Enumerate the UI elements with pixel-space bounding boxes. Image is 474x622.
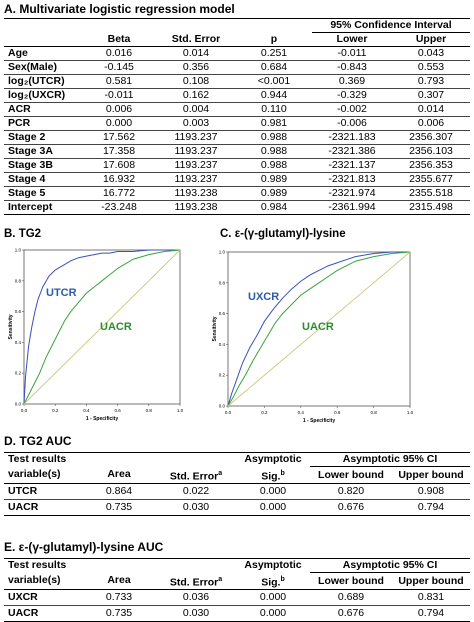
table-cell: 0.108: [156, 75, 236, 89]
table-cell: 1193.238: [156, 187, 236, 201]
row-label: log₂(UXCR): [4, 89, 82, 103]
e-h-stderr-text: Std. Error: [169, 576, 219, 588]
y-tick-label: 0.8: [14, 278, 21, 284]
row-label: Intercept: [4, 201, 82, 215]
section-a-title: A. Multivariate logistic regression model: [4, 2, 235, 16]
d-h-asym-b-text: Sig.: [261, 470, 281, 482]
chart-b: [4, 244, 190, 424]
table-cell: 0.988: [236, 131, 312, 145]
table-cell: 0.988: [236, 145, 312, 159]
x-tick-label: 0.6: [334, 410, 341, 415]
table-cell: 1193.237: [156, 145, 236, 159]
x-tick-label: 0.0: [20, 408, 28, 413]
table-cell: 0.908: [392, 484, 470, 500]
table-cell: 0.794: [392, 606, 470, 622]
table-cell: 2356.307: [392, 131, 470, 145]
row-label: UTCR: [4, 484, 82, 500]
table-cell: 0.307: [392, 89, 470, 103]
auc-row: [4, 606, 470, 622]
col-header-p: p: [236, 33, 312, 47]
x-tick-label: 1.0: [406, 410, 414, 415]
y-axis-title: Sensitivity: [8, 314, 14, 340]
table-cell: 2355.677: [392, 173, 470, 187]
table-cell: 0.110: [236, 103, 312, 117]
table-cell: 0.030: [156, 500, 236, 516]
table-cell: 2355.518: [392, 187, 470, 201]
row-label: Stage 2: [4, 131, 82, 145]
table-cell: -0.002: [312, 103, 392, 117]
table-cell: -2321.813: [312, 173, 392, 187]
auc-table-glutamyl: [4, 558, 470, 622]
x-tick-label: 1.0: [176, 408, 184, 413]
table-cell: 0.735: [82, 606, 156, 622]
y-axis-title: Sensitivity: [212, 316, 218, 342]
x-tick-label: 0.4: [297, 410, 304, 415]
regression-row: [4, 103, 470, 117]
table-cell: 0.000: [236, 484, 310, 500]
regression-row: [4, 173, 470, 187]
x-tick-label: 0.6: [114, 408, 121, 413]
row-label: log₂(UTCR): [4, 75, 82, 89]
table-cell: 0.793: [392, 75, 470, 89]
table-cell: 17.358: [82, 145, 156, 159]
table-cell: 0.581: [82, 75, 156, 89]
table-cell: -0.011: [82, 89, 156, 103]
regression-row: [4, 201, 470, 215]
e-h-asym-sup: b: [280, 575, 285, 583]
table-cell: 0.030: [156, 606, 236, 622]
table-cell: 0.988: [236, 159, 312, 173]
table-cell: 0.981: [236, 117, 312, 131]
table-cell: -0.843: [312, 61, 392, 75]
table-cell: 0.794: [392, 500, 470, 516]
table-cell: -2361.994: [312, 201, 392, 215]
section-e-title: E. ε-(γ-glutamyl)-lysine AUC: [4, 540, 164, 554]
table-cell: -0.006: [312, 117, 392, 131]
table-cell: 0.036: [156, 590, 236, 606]
auc-row: [4, 590, 470, 606]
row-label: ACR: [4, 103, 82, 117]
table-cell: -2321.183: [312, 131, 392, 145]
table-cell: 1193.238: [156, 201, 236, 215]
x-tick-label: 0.0: [224, 410, 232, 415]
table-cell: 0.000: [236, 500, 310, 516]
col-header-lower: Lower: [312, 33, 392, 47]
y-tick-label: 0.4: [14, 339, 21, 345]
y-tick-label: 1.0: [218, 249, 225, 255]
row-label: PCR: [4, 117, 82, 131]
table-cell: 0.000: [236, 590, 310, 606]
roc-chart-c: [206, 246, 416, 434]
d-h-asym-b: [236, 467, 310, 484]
row-label: UACR: [4, 500, 82, 516]
series-label-1: UXCR: [248, 291, 280, 303]
e-h-lower: Lower bound: [310, 573, 392, 590]
table-cell: 0.944: [236, 89, 312, 103]
e-h-asym-a: Asymptotic: [236, 559, 310, 573]
table-cell: 0.735: [82, 500, 156, 516]
x-tick-label: 0.2: [52, 408, 59, 413]
col-header-stderr: Std. Error: [156, 33, 236, 47]
table-cell: 0.989: [236, 187, 312, 201]
y-tick-label: 0.2: [218, 372, 225, 378]
x-axis-title: 1 - Specificity: [302, 418, 336, 424]
table-cell: -0.011: [312, 47, 392, 61]
d-h-area: Area: [82, 467, 156, 484]
y-tick-label: 0.6: [218, 311, 225, 317]
y-tick-label: 0.8: [218, 280, 225, 286]
table-cell: 0.004: [156, 103, 236, 117]
ci-header-row: [4, 19, 470, 33]
table-cell: 0.689: [310, 590, 392, 606]
table-cell: <0.001: [236, 75, 312, 89]
table-cell: 16.932: [82, 173, 156, 187]
table-cell: -2321.386: [312, 145, 392, 159]
y-tick-label: 0.6: [14, 309, 21, 315]
table-cell: 0.014: [392, 103, 470, 117]
roc-chart-b: [4, 244, 190, 424]
table-cell: -2321.137: [312, 159, 392, 173]
table-cell: 2315.498: [392, 201, 470, 215]
table-cell: 0.831: [392, 590, 470, 606]
row-label: Stage 3A: [4, 145, 82, 159]
x-axis-title: 1 - Specificity: [85, 416, 119, 422]
table-cell: 0.006: [82, 103, 156, 117]
table-cell: 0.676: [310, 500, 392, 516]
table-cell: 0.016: [82, 47, 156, 61]
table-cell: 0.864: [82, 484, 156, 500]
auc-row: [4, 500, 470, 516]
table-cell: 0.022: [156, 484, 236, 500]
y-tick-label: 0.0: [14, 401, 21, 407]
regression-row: [4, 131, 470, 145]
regression-row: [4, 117, 470, 131]
row-label: Stage 4: [4, 173, 82, 187]
ci-header: 95% Confidence Interval: [312, 19, 470, 33]
table-cell: 16.772: [82, 187, 156, 201]
table-cell: 0.043: [392, 47, 470, 61]
row-label: Sex(Male): [4, 61, 82, 75]
regression-row: [4, 159, 470, 173]
regression-row: [4, 47, 470, 61]
table-cell: 0.000: [236, 606, 310, 622]
d-h-lower: Lower bound: [310, 467, 392, 484]
chart-b-title: B. TG2: [4, 228, 42, 240]
table-cell: -23.248: [82, 201, 156, 215]
row-label: UXCR: [4, 590, 82, 606]
table-cell: 0.676: [310, 606, 392, 622]
y-tick-label: 1.0: [14, 247, 21, 253]
regression-row: [4, 89, 470, 103]
e-h-upper: Upper bound: [392, 573, 470, 590]
table-cell: -0.329: [312, 89, 392, 103]
column-header-row: [4, 33, 470, 47]
chart-c: [206, 246, 416, 434]
x-tick-label: 0.8: [145, 408, 152, 413]
row-label: UACR: [4, 606, 82, 622]
table-cell: -0.145: [82, 61, 156, 75]
table-cell: 0.006: [392, 117, 470, 131]
d-h-ci: Asymptotic 95% CI: [310, 453, 470, 467]
regression-row: [4, 145, 470, 159]
auc-row: [4, 484, 470, 500]
row-label: Stage 5: [4, 187, 82, 201]
e-h-stderr-sup: a: [218, 575, 223, 583]
table-cell: 2356.353: [392, 159, 470, 173]
table-cell: 0.553: [392, 61, 470, 75]
e-h-area: Area: [82, 573, 156, 590]
regression-row: [4, 75, 470, 89]
table-cell: 1193.237: [156, 159, 236, 173]
d-h-asym-a: Asymptotic: [236, 453, 310, 467]
regression-table: [4, 18, 470, 215]
table-cell: 0.984: [236, 201, 312, 215]
table-cell: 0.684: [236, 61, 312, 75]
table-cell: -2321.974: [312, 187, 392, 201]
table-cell: 0.251: [236, 47, 312, 61]
auc-table-tg2: [4, 452, 470, 516]
x-tick-label: 0.2: [261, 410, 268, 415]
table-cell: 0.003: [156, 117, 236, 131]
e-h-stderr: [156, 573, 236, 590]
e-h-col1b: variable(s): [4, 573, 82, 590]
table-cell: 17.608: [82, 159, 156, 173]
row-label: Stage 3B: [4, 159, 82, 173]
table-cell: 1193.237: [156, 131, 236, 145]
x-tick-label: 0.4: [83, 408, 90, 413]
y-tick-label: 0.4: [218, 341, 225, 347]
table-cell: 0.733: [82, 590, 156, 606]
e-h-asym-b: [236, 573, 310, 590]
table-cell: 0.162: [156, 89, 236, 103]
table-cell: 0.820: [310, 484, 392, 500]
d-h-asym-sup: b: [280, 469, 285, 477]
e-h-asym-b-text: Sig.: [261, 576, 281, 588]
series-label-2: UACR: [100, 321, 132, 333]
section-d-title: D. TG2 AUC: [4, 434, 72, 448]
col-header-label: [4, 33, 82, 47]
table-cell: 0.356: [156, 61, 236, 75]
col-header-beta: Beta: [82, 33, 156, 47]
table-cell: 17.562: [82, 131, 156, 145]
d-h-stderr-sup: a: [218, 469, 223, 477]
col-header-upper: Upper: [392, 33, 470, 47]
e-h-col1a: Test results: [4, 559, 82, 573]
series-label-2: UACR: [302, 321, 334, 333]
table-cell: 0.369: [312, 75, 392, 89]
table-cell: 2356.103: [392, 145, 470, 159]
d-h-stderr: [156, 467, 236, 484]
d-h-col1b: variable(s): [4, 467, 82, 484]
table-cell: 1193.237: [156, 173, 236, 187]
table-cell: 0.000: [82, 117, 156, 131]
table-cell: 0.014: [156, 47, 236, 61]
table-cell: 0.989: [236, 173, 312, 187]
d-h-stderr-text: Std. Error: [169, 470, 219, 482]
regression-row: [4, 187, 470, 201]
y-tick-label: 0.0: [218, 403, 225, 409]
y-tick-label: 0.2: [14, 370, 21, 376]
chart-c-title: C. ε-(γ-glutamyl)-lysine: [220, 228, 346, 240]
series-label-1: UTCR: [46, 287, 77, 299]
regression-row: [4, 61, 470, 75]
x-tick-label: 0.8: [370, 410, 377, 415]
d-h-col1a: Test results: [4, 453, 82, 467]
d-h-upper: Upper bound: [392, 467, 470, 484]
e-h-ci: Asymptotic 95% CI: [310, 559, 470, 573]
row-label: Age: [4, 47, 82, 61]
